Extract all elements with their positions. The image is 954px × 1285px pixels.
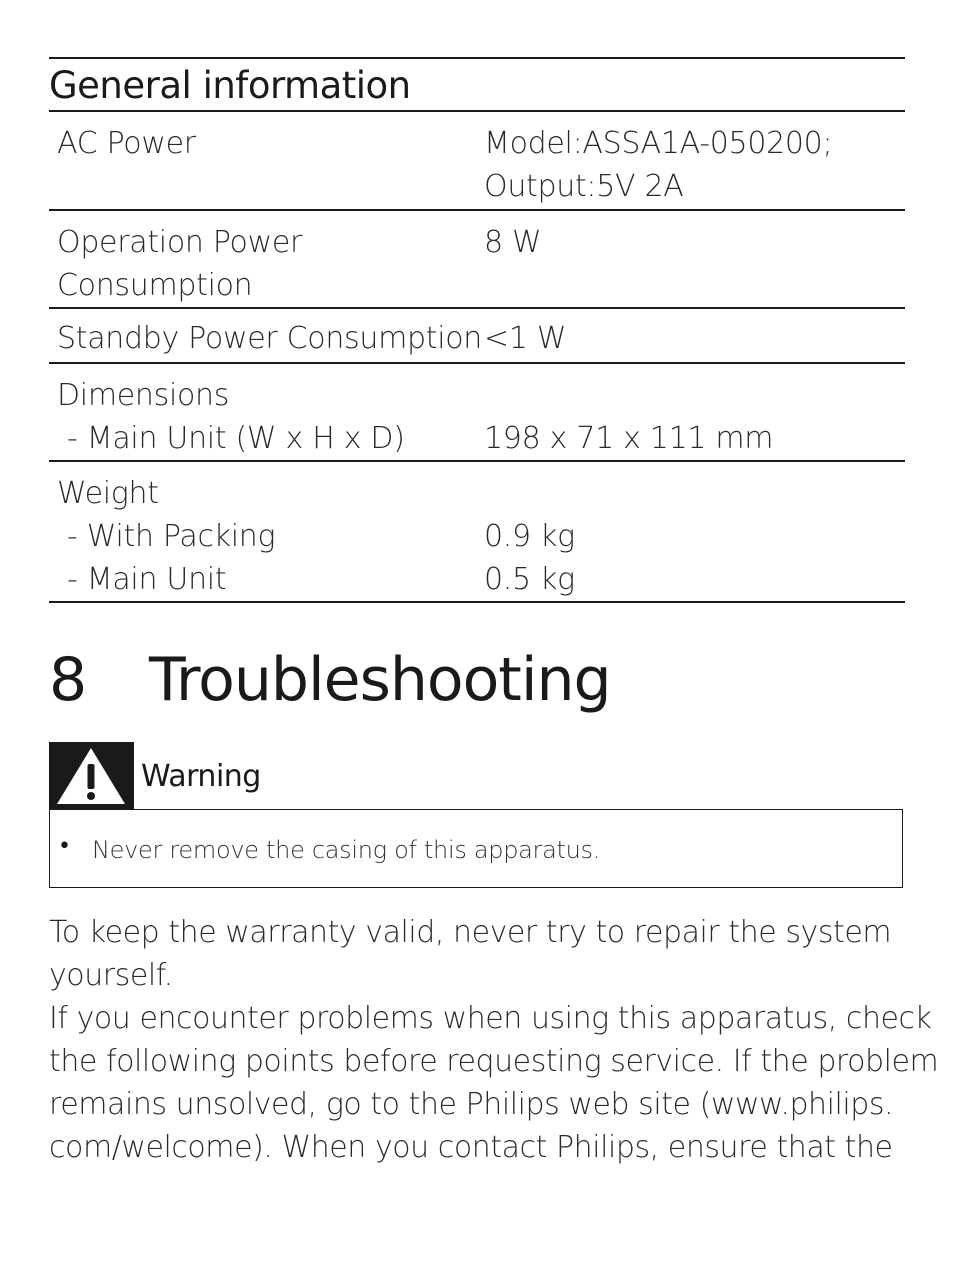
row-value <box>484 472 905 601</box>
row-label-line: Operation Power <box>57 225 303 260</box>
row-value <box>484 374 905 460</box>
row-label-line: - Main Unit <box>67 562 227 597</box>
row-value-line <box>484 472 905 515</box>
chapter-heading <box>49 640 611 720</box>
row-value-line: <1 W <box>484 321 567 356</box>
table-row-standby-power <box>49 309 905 364</box>
row-label <box>49 221 484 307</box>
warning-item: Never remove the casing of this apparatus. <box>92 836 601 864</box>
paragraph-line: the following points before requesting service. If the problem <box>49 1044 939 1079</box>
table-row-dimensions <box>49 364 905 462</box>
table-row-weight <box>49 462 905 603</box>
row-value <box>484 221 905 307</box>
row-label-line: Consumption <box>57 268 253 303</box>
bullet-icon: • <box>58 834 71 859</box>
row-label <box>49 374 484 460</box>
row-value-line: 0.5 kg <box>484 562 575 597</box>
row-value-line: 198 x 71 x 111 mm <box>484 421 774 456</box>
warning-box <box>49 809 903 888</box>
row-value <box>484 122 905 209</box>
chapter-title: Troubleshooting <box>149 645 611 715</box>
chapter-number: 8 <box>49 645 87 715</box>
paragraph-line: To keep the warranty valid, never try to repair the system <box>49 915 892 950</box>
table-row-ac-power <box>49 112 905 211</box>
row-value-line: 8 W <box>484 225 542 260</box>
paragraph-line: If you encounter problems when using this apparatus, check <box>49 1001 932 1036</box>
paragraph-line: yourself. <box>49 958 173 993</box>
row-value <box>484 317 905 362</box>
row-label <box>49 472 484 601</box>
paragraph-problems <box>49 997 939 1169</box>
row-label-line: - With Packing <box>67 519 276 554</box>
row-value-line: 0.9 kg <box>484 519 575 554</box>
row-value-line: Model:ASSA1A-050200; <box>484 126 833 161</box>
paragraph-line: remains unsolved, go to the Philips web site (www.philips. <box>49 1087 894 1122</box>
row-label <box>49 122 484 209</box>
row-value-line <box>484 374 905 417</box>
table-row-operation-power <box>49 211 905 309</box>
general-information-table <box>49 57 905 603</box>
warning-title: Warning <box>141 759 261 794</box>
row-label-line: Weight <box>57 476 159 511</box>
row-label <box>49 317 484 362</box>
row-label-line: Dimensions <box>57 378 230 413</box>
row-label-line: AC Power <box>57 126 196 161</box>
row-label-line: - Main Unit (W x H x D) <box>67 421 405 456</box>
paragraph-line: com/welcome). When you contact Philips, ensure that the <box>49 1130 893 1165</box>
row-value-line: Output:5V 2A <box>484 169 684 204</box>
table-title: General information <box>49 59 905 112</box>
paragraph-warranty <box>49 911 905 997</box>
warning-triangle-icon <box>49 742 134 810</box>
row-label-line: Standby Power Consumption <box>57 321 483 356</box>
